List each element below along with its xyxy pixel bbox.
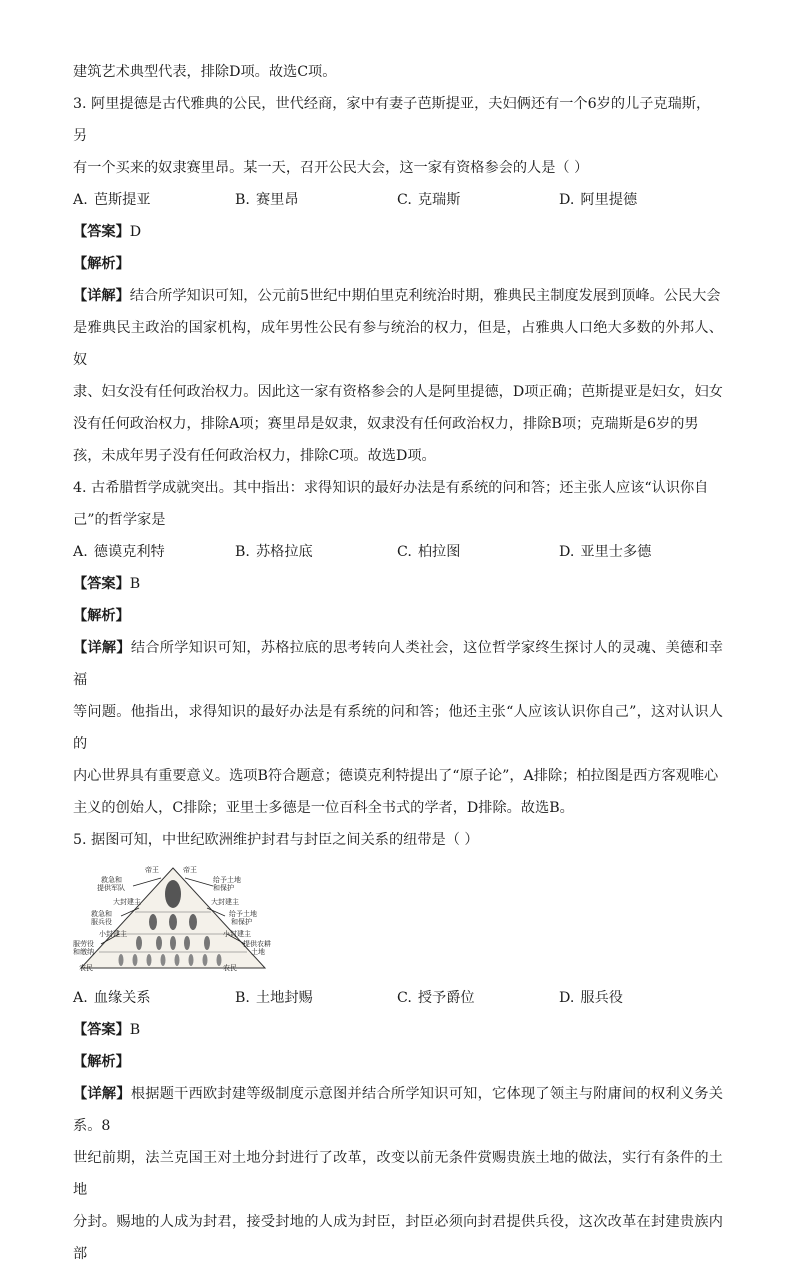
vassal-figure [184, 936, 190, 950]
figure-label: 帝王 [145, 866, 159, 874]
arrow-left-top [133, 878, 161, 886]
vassal-figure [170, 936, 176, 950]
answer-value: D [129, 224, 142, 240]
q5-options [73, 982, 723, 1014]
peasant-figure [217, 954, 222, 966]
arrow-right-top [185, 878, 213, 886]
figure-label: 帝王 [183, 866, 197, 874]
answer-label: 【答案】 [73, 224, 130, 240]
figure-label: 救急和 [101, 876, 122, 884]
lord-figure [169, 914, 177, 930]
king-figure [165, 880, 181, 908]
question-3 [73, 88, 723, 472]
q4-analysis-label: 【解析】 [73, 608, 130, 624]
q3-option-c[interactable]: C. 克瑞斯 [397, 192, 461, 208]
peasant-figure [161, 954, 166, 966]
q4-stem-line-2: 己”的哲学家是 [73, 512, 166, 528]
q3-detail: 【详解】结合所学知识可知，公元前5世纪中期伯里克利统治时期，雅典民主制度发展到顶峰。公民大会 是雅典民主政治的国家机构，成年男性公民有参与统治的权力，但是，占雅典人口绝大多数的外邦人、奴 隶、妇女没有任何政治权力。因此这一家有资格参会的人是阿里提德，D项正确；芭斯提亚是妇女，妇女 没有任何政治权力，排除A项；赛里昂是奴隶，奴隶没有任何政治权力，排除B项；克瑞斯是6岁的男 孩，未成年男子没有任何政治权力，排除C项。故选D项。 [73, 288, 723, 464]
q5-stem-line-1: 5. 据图可知，中世纪欧洲维护封君与封臣之间关系的纽带是（ ） [73, 832, 479, 848]
q4-option-b[interactable]: B. 苏格拉底 [235, 544, 313, 560]
detail-label: 【详解】 [73, 1086, 131, 1102]
figure-label: 小封建主 [99, 930, 127, 938]
peasant-figure [189, 954, 194, 966]
lord-figure [149, 914, 157, 930]
question-5 [73, 824, 723, 1270]
q5-detail: 【详解】根据题干西欧封建等级制度示意图并结合所学知识可知，它体现了领主与附庸间的权利义务关系。8 世纪前期，法兰克国王对土地分封进行了改革，改变以前无条件赏赐贵族土地的做法，实行有条件的土地 分封。赐地的人成为封君，接受封地的人成为封臣，封臣必须向封君提供兵役，这次改革在封建贵族内部 [73, 1086, 723, 1262]
q3-options [73, 184, 723, 216]
vassal-figure [156, 936, 162, 950]
vassal-figure [136, 936, 142, 950]
figure-label: 大封建主 [211, 898, 239, 906]
q3-stem-line-2: 有一个买来的奴隶赛里昂。某一天，召开公民大会，这一家有资格参会的人是（ ） [73, 160, 589, 176]
peasant-figure [133, 954, 138, 966]
q3-stem-line-1: 3. 阿里提德是古代雅典的公民，世代经商，家中有妻子芭斯提亚，夫妇俩还有一个6岁的儿子克瑞斯，另 [73, 96, 711, 144]
figure-label: 服兵役 [91, 918, 112, 926]
feudal-hierarchy-figure [73, 864, 273, 976]
answer-label: 【答案】 [73, 1022, 130, 1038]
q3-analysis-label: 【解析】 [73, 256, 130, 272]
q3-option-a[interactable]: A. 芭斯提亚 [73, 192, 151, 208]
q5-option-d[interactable]: D. 服兵役 [559, 990, 623, 1006]
figure-label: 大封建主 [113, 898, 141, 906]
answer-label: 【答案】 [73, 576, 130, 592]
q5-option-c[interactable]: C. 授予爵位 [397, 990, 475, 1006]
vassal-figure [204, 936, 210, 950]
figure-label: 农民 [223, 964, 237, 972]
detail-label: 【详解】 [73, 640, 131, 656]
peasant-figure [203, 954, 208, 966]
q4-options [73, 536, 723, 568]
q3-answer [73, 216, 723, 248]
peasant-figure [119, 954, 124, 966]
q5-option-b[interactable]: B. 土地封赐 [235, 990, 313, 1006]
figure-label: 和缴纳 [73, 948, 94, 956]
figure-label: 农民 [79, 964, 93, 972]
figure-label: 和保护 [231, 918, 252, 926]
detail-label: 【详解】 [73, 288, 130, 304]
q4-answer [73, 568, 723, 600]
question-4 [73, 472, 723, 824]
figure-label: 和保护 [213, 884, 234, 892]
answer-value: B [129, 1022, 141, 1038]
q3-option-b[interactable]: B. 赛里昂 [235, 192, 299, 208]
figure-label: 给予土地 [229, 910, 257, 918]
q5-answer [73, 1014, 723, 1046]
q5-option-a[interactable]: A. 血缘关系 [73, 990, 151, 1006]
figure-label: 救急和 [91, 910, 112, 918]
figure-label: 小封建主 [223, 930, 251, 938]
lord-figure [189, 914, 197, 930]
figure-label: 给予土地 [213, 876, 241, 884]
figure-label: 土地 [251, 948, 265, 956]
q4-option-a[interactable]: A. 德谟克利特 [73, 544, 165, 560]
q4-detail: 【详解】结合所学知识可知，苏格拉底的思考转向人类社会，这位哲学家终生探讨人的灵魂、美德和幸福 等问题。他指出，求得知识的最好办法是有系统的问和答；他还主张“人应该认识你自己”，这对认识人的 内心世界具有重要意义。选项B符合题意；德谟克利特提出了“原子论”，A排除；柏拉图是西方客观唯心 主义的创始人，C排除；亚里士多德是一位百科全书式的学者，D排除。故选B。 [73, 640, 723, 816]
peasant-figure [147, 954, 152, 966]
figure-label: 提供农耕 [243, 940, 271, 948]
figure-label: 提供军队 [97, 884, 125, 892]
answer-value: B [129, 576, 141, 592]
document-page [73, 60, 723, 1270]
q4-option-d[interactable]: D. 亚里士多德 [559, 544, 652, 560]
q4-option-c[interactable]: C. 柏拉图 [397, 544, 461, 560]
q3-option-d[interactable]: D. 阿里提德 [559, 192, 638, 208]
intro-tail-text: 建筑艺术典型代表，排除D项。故选C项。 [73, 64, 337, 80]
q5-analysis-label: 【解析】 [73, 1054, 130, 1070]
peasant-figure [175, 954, 180, 966]
figure-label: 服劳役 [73, 940, 94, 948]
q4-stem-line-1: 4. 古希腊哲学成就突出。其中指出：求得知识的最好办法是有系统的问和答；还主张人应该“认识你自 [73, 480, 709, 496]
